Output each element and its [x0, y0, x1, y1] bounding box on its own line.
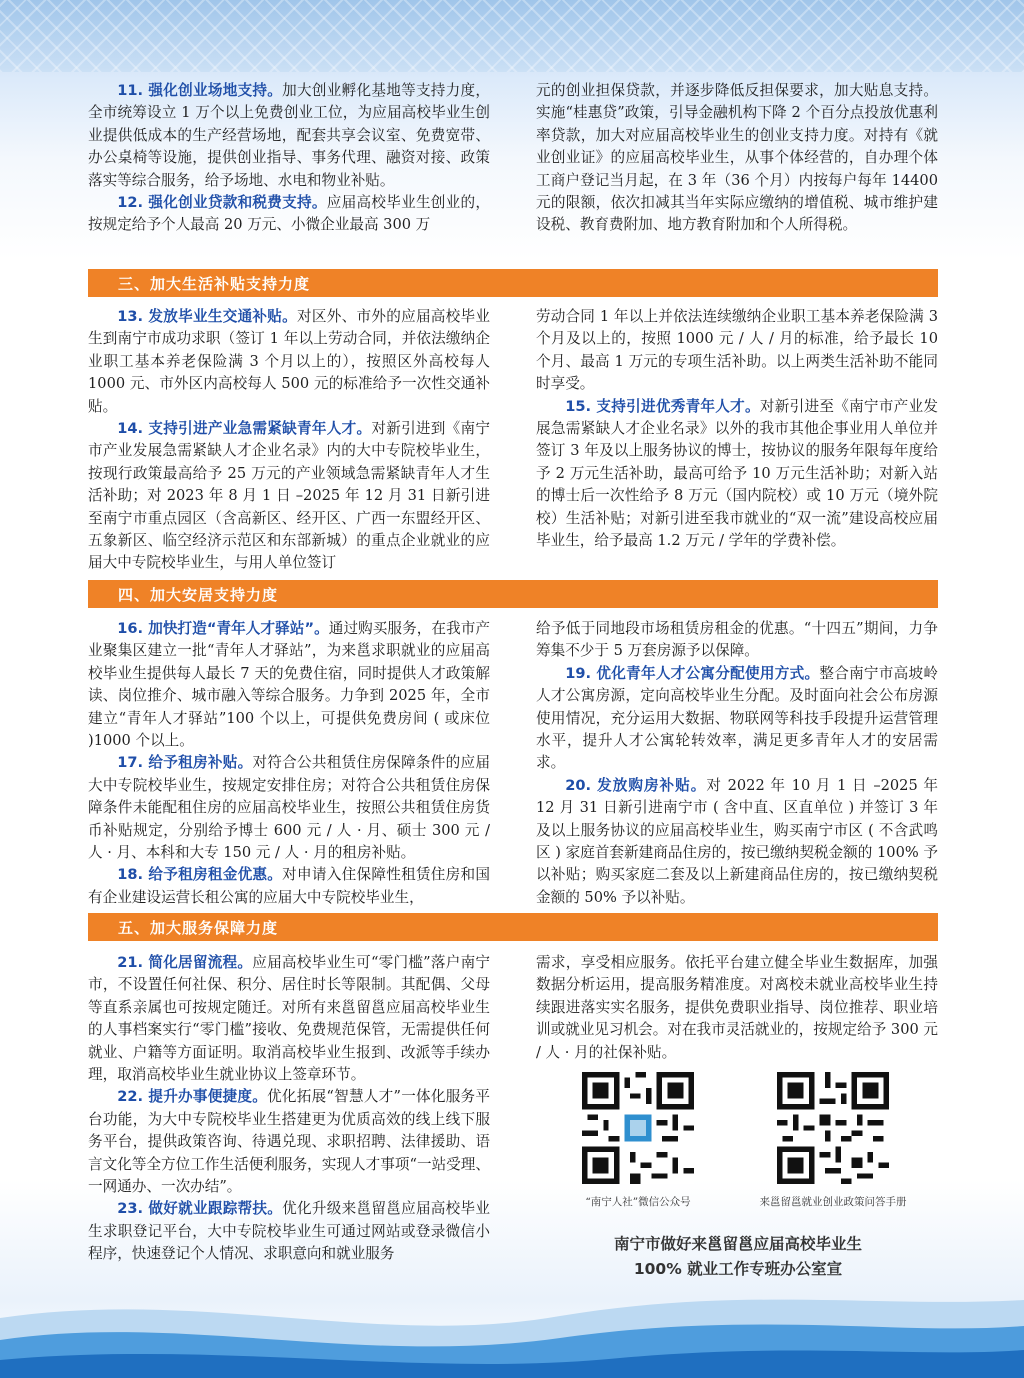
qr-caption-handbook: 来邕留邕就业创业政策问答手册 [759, 1196, 907, 1208]
item-12-continued: 元的创业担保贷款，并逐步降低反担保要求，加大贴息支持。实施“桂惠贷”政策，引导金融机构下降 2 个百分点投放优惠利率贷款，加大对应届高校毕业生的创业支持力度。对持有《就业创业证》的应届高校毕业生，从事个体经营的，自办理个体工商户登记当月起，在 3 年（36 个月）内按每户每年 14400 元的限额，依次扣减其当年实际应缴纳的增值税、城市维护建设税、教育费附加、地方教育附加和个人所得税。 [536, 82, 938, 234]
block-housing [88, 618, 938, 909]
block-living-subsidy [88, 306, 938, 575]
qr-handbook-block [753, 1072, 913, 1209]
item-19: 19. 优化青年人才公寓分配使用方式。整合南宁市高坡岭人才公寓房源，定向高校毕业生分配。及时面向社会公布房源使用情况，充分运用大数据、物联网等科技手段提升运营管理水平，提升人才公寓轮转效率，满足更多青年人才的安居需求。 [536, 664, 938, 772]
block2-right [536, 306, 938, 575]
item-11: 11. 强化创业场地支持。加大创业孵化基地等支持力度，全市统筹设立 1 万个以上免费创业工位，为应届高校毕业生创业提供低成本的生产经营场地，配套共享会议室、免费宽带、办公桌椅等设施，提供创业指导、事务代理、融资对接、政策落实等综合服务，给予场地、水电和物业补贴。 [88, 82, 490, 189]
header-pattern [0, 0, 1024, 72]
item-18: 18. 给予租房租金优惠。对申请入住保障性租赁住房和国有企业建设运营长租公寓的应届大中专院校毕业生， [88, 866, 490, 906]
issuer-line-1: 南宁市做好来邕留邕应届高校毕业生 [613, 1235, 862, 1253]
qr-code-icon [777, 1072, 889, 1184]
issuer-line-2: 100% 就业工作专班办公室宣 [633, 1260, 843, 1278]
footer-wave [0, 1278, 1024, 1378]
qr-code-wechat[interactable] [582, 1072, 694, 1184]
item-16: 16. 加快打造“青年人才驿站”。通过购买服务，在我市产业聚集区建立一批“青年人才驿站”，为来邕求职就业的应届高校毕业生提供每人最长 7 天的免费住宿，同时提供人才政策解读、岗位推介、城市融入等综合服务。力争到 2025 年，全市建立“青年人才驿站”100 个以上，可提供免费房间 ( 或床位 )1000 个以上。 [88, 620, 490, 750]
block3-left [88, 618, 490, 909]
item-21: 21. 简化居留流程。应届高校毕业生可“零门槛”落户南宁市，不设置任何社保、积分、居住时长等限制。其配偶、父母等直系亲属也可按规定随迁。对所有来邕留邕应届高校毕业生的人事档案实行“零门槛”接收、免费规范保管，无需提供任何就业、户籍等方面证明。取消高校毕业生报到、改派等手续办理，取消高校毕业生就业协议上签章环节。 [88, 954, 490, 1084]
item-15: 15. 支持引进优秀青年人才。对新引进至《南宁市产业发展急需紧缺人才企业名录》以外的我市其他企事业用人单位并签订 3 年及以上服务协议的博士，按协议的服务年限每年度给予 2 万元生活补助，最高可给予 10 万元生活补助；对新入站的博士后一次性给予 8 万元（国内院校）或 10 万元（境外院校）生活补贴；对新引进至我市就业的“双一流”建设高校应届毕业生，给予最高 1.2 万元 / 学年的学费补偿。 [536, 397, 938, 550]
block4-left [88, 952, 490, 1266]
item-22: 22. 提升办事便捷度。优化拓展“智慧人才”一体化服务平台功能，为大中专院校毕业生搭建更为优质高效的线上线下服务平台，提供政策咨询、待遇兑现、求职招聘、法律援助、语言文化等全方位工作生活便利服务，实现人才事项“一站受理、一网通办、一次办结”。 [88, 1088, 490, 1196]
qr-wechat-block [558, 1072, 718, 1209]
section-5-heading: 五、加大服务保障力度 [88, 913, 938, 941]
item-23: 23. 做好就业跟踪帮扶。优化升级来邕留邕应届高校毕业生求职登记平台，大中专院校毕业生可通过网站或登录微信小程序，快速登记个人情况、求职意向和就业服务 [88, 1200, 490, 1263]
block-entrepreneurship [88, 80, 938, 237]
section-3-heading: 三、加大生活补贴支持力度 [88, 269, 938, 297]
block1-left [88, 80, 490, 237]
issuer-statement [540, 1232, 936, 1282]
qr-code-icon [582, 1072, 694, 1184]
block2-left [88, 306, 490, 575]
item-13: 13. 发放毕业生交通补贴。对区外、市外的应届高校毕业生到南宁市成功求职（签订 1 年以上劳动合同，并依法缴纳企业职工基本养老保险满 3 个月以上的），按照区外高校每人 1000 元、市外区内高校每人 500 元的标准给予一次性交通补贴。 [88, 308, 490, 415]
item-18-continued: 给予低于同地段市场租赁房租金的优惠。“十四五”期间，力争筹集不少于 5 万套房源予以保障。 [536, 620, 938, 660]
item-14-continued: 劳动合同 1 年以上并依法连续缴纳企业职工基本养老保险满 3 个月及以上的，按照 1000 元 / 人 / 月的标准，给予最长 10 个月、最高 1 万元的专项生活补助。以上两类生活补助不能同时享受。 [536, 308, 938, 393]
block1-right [536, 80, 938, 237]
section-4-heading: 四、加大安居支持力度 [88, 580, 938, 608]
item-14: 14. 支持引进产业急需紧缺青年人才。对新引进到《南宁市产业发展急需紧缺人才企业名录》内的大中专院校毕业生，按现行政策最高给予 25 万元的产业领域急需紧缺青年人才生活补助；对 2023 年 8 月 1 日 –2025 年 12 月 31 日新引进至南宁市重点园区（含高新区、经开区、广西一东盟经开区、五象新区、临空经济示范区和东部新城）的重点企业就业的应届大中专院校毕业生，与用人单位签订 [88, 420, 490, 572]
item-12: 12. 强化创业贷款和税费支持。应届高校毕业生创业的，按规定给予个人最高 20 万元、小微企业最高 300 万 [88, 194, 490, 234]
qr-code-handbook[interactable] [777, 1072, 889, 1184]
qr-caption-wechat: “南宁人社”微信公众号 [585, 1196, 691, 1208]
item-17: 17. 给予租房补贴。对符合公共租赁住房保障条件的应届大中专院校毕业生，按规定安排住房；对符合公共租赁住房保障条件未能配租住房的应届高校毕业生，按照公共租赁住房货币补贴规定，分别给予博士 600 元 / 人 · 月、硕士 300 元 / 人 · 月、本科和大专 150 元 / 人 · 月的租房补贴。 [88, 754, 490, 862]
item-20: 20. 发放购房补贴。对 2022 年 10 月 1 日 –2025 年 12 月 31 日新引进南宁市 ( 含中直、区直单位 ) 并签订 3 年及以上服务协议的应届高校毕业生，购买南宁市区 ( 不含武鸣区 ) 家庭首套新建商品住房的，按已缴纳契税金额的 100% 予以补贴；购买家庭二套及以上新建商品住房的，按已缴纳契税金额的 50% 予以补贴。 [536, 776, 938, 906]
block3-right [536, 618, 938, 909]
item-23-continued: 需求，享受相应服务。依托平台建立健全毕业生数据库，加强数据分析运用，提高服务精准度。对离校未就业高校毕业生持续跟进落实实名服务，提供免费职业指导、岗位推荐、职业培训或就业见习机会。对在我市灵活就业的，按规定给予 300 元 / 人 · 月的社保补贴。 [536, 954, 938, 1061]
